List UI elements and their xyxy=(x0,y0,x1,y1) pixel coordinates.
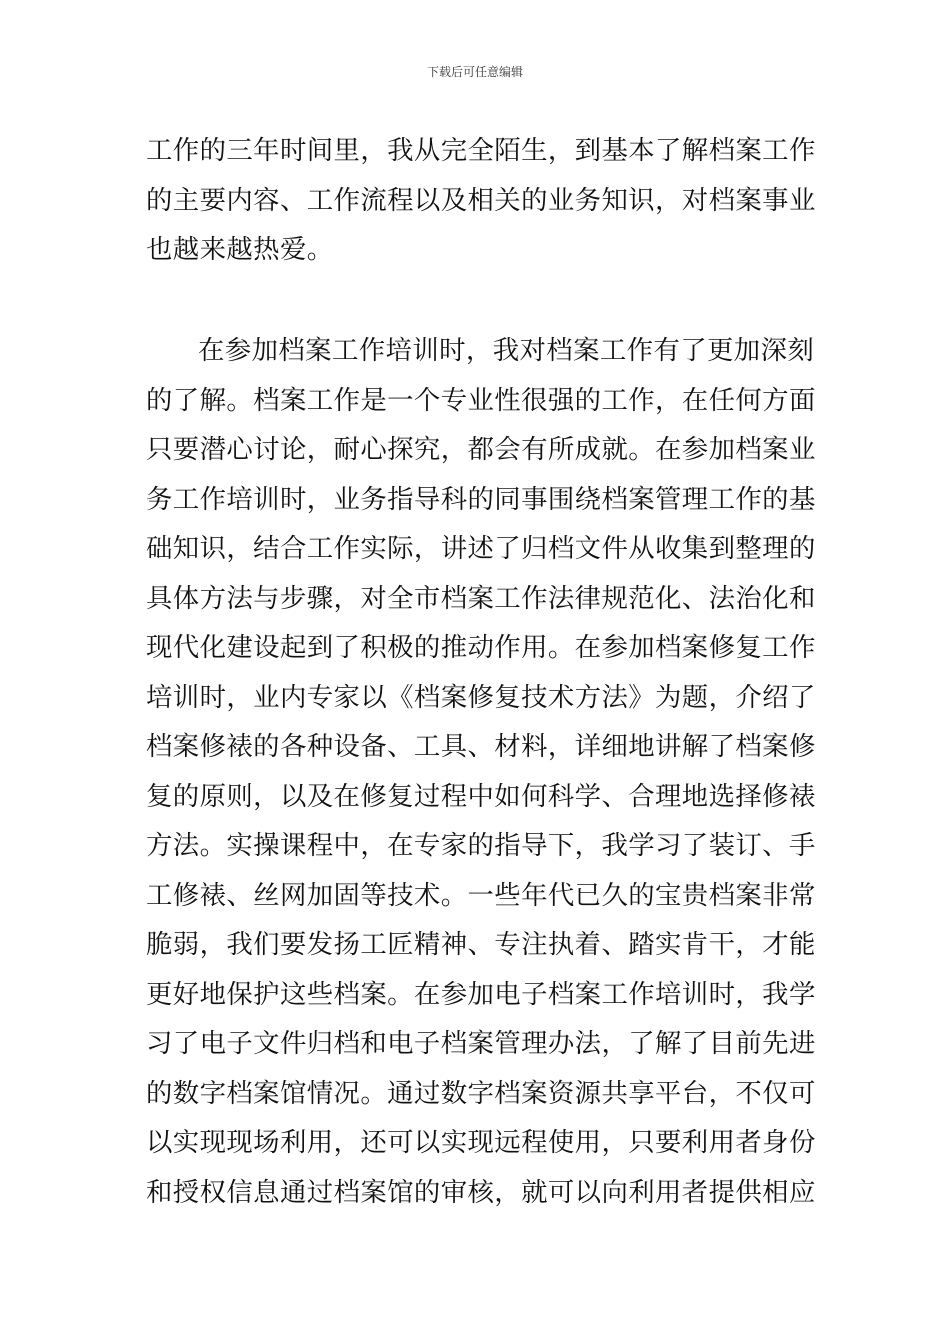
text-line: 的数字档案馆情况。通过数字档案资源共享平台，不仅可 xyxy=(146,1077,816,1109)
text-line: 现代化建设起到了积极的推动作用。在参加档案修复工作 xyxy=(146,632,816,663)
text-line: 具体方法与步骤，对全市档案工作法律规范化、法治化和 xyxy=(146,582,816,614)
text-line: 脆弱，我们要发扬工匠精神、专注执着、踏实肯干，才能 xyxy=(146,929,816,960)
text-line: 只要潜心讨论，耐心探究，都会有所成就。在参加档案业 xyxy=(146,434,816,465)
text-line: 以实现现场利用，还可以实现远程使用，只要利用者身份 xyxy=(146,1127,816,1158)
text-line: 务工作培训时，业务指导科的同事围绕档案管理工作的基 xyxy=(146,483,816,515)
text-line: 也越来越热爱。 xyxy=(146,234,334,265)
text-line: 档案修裱的各种设备、工具、材料，详细地讲解了档案修 xyxy=(146,731,816,762)
text-line: 更好地保护这些档案。在参加电子档案工作培训时，我学 xyxy=(146,978,816,1010)
text-line: 和授权信息通过档案馆的审核，就可以向利用者提供相应 xyxy=(146,1176,816,1208)
text-line: 复的原则，以及在修复过程中如何科学、合理地选择修裱 xyxy=(146,780,816,812)
text-line: 础知识，结合工作实际，讲述了归档文件从收集到整理的 xyxy=(146,533,816,564)
paragraph-2 xyxy=(146,326,816,1217)
paragraph-1 xyxy=(146,126,816,275)
text-line: 在参加档案工作培训时，我对档案工作有了更加深刻 xyxy=(198,335,815,366)
page-header: 下载后可任意编辑 xyxy=(426,65,523,79)
text-line: 工作的三年时间里，我从完全陌生，到基本了解档案工作 xyxy=(146,135,816,166)
text-line: 方法。实操课程中，在专家的指导下，我学习了装订、手 xyxy=(146,830,816,861)
text-line: 的了解。档案工作是一个专业性很强的工作，在任何方面 xyxy=(146,384,816,416)
text-line: 培训时，业内专家以《档案修复技术方法》为题，介绍了 xyxy=(146,681,816,713)
text-line: 习了电子文件归档和电子档案管理办法，了解了目前先进 xyxy=(146,1028,816,1059)
text-line: 工修裱、丝网加固等技术。一些年代已久的宝贵档案非常 xyxy=(146,879,816,911)
text-line: 的主要内容、工作流程以及相关的业务知识，对档案事业 xyxy=(146,184,816,216)
